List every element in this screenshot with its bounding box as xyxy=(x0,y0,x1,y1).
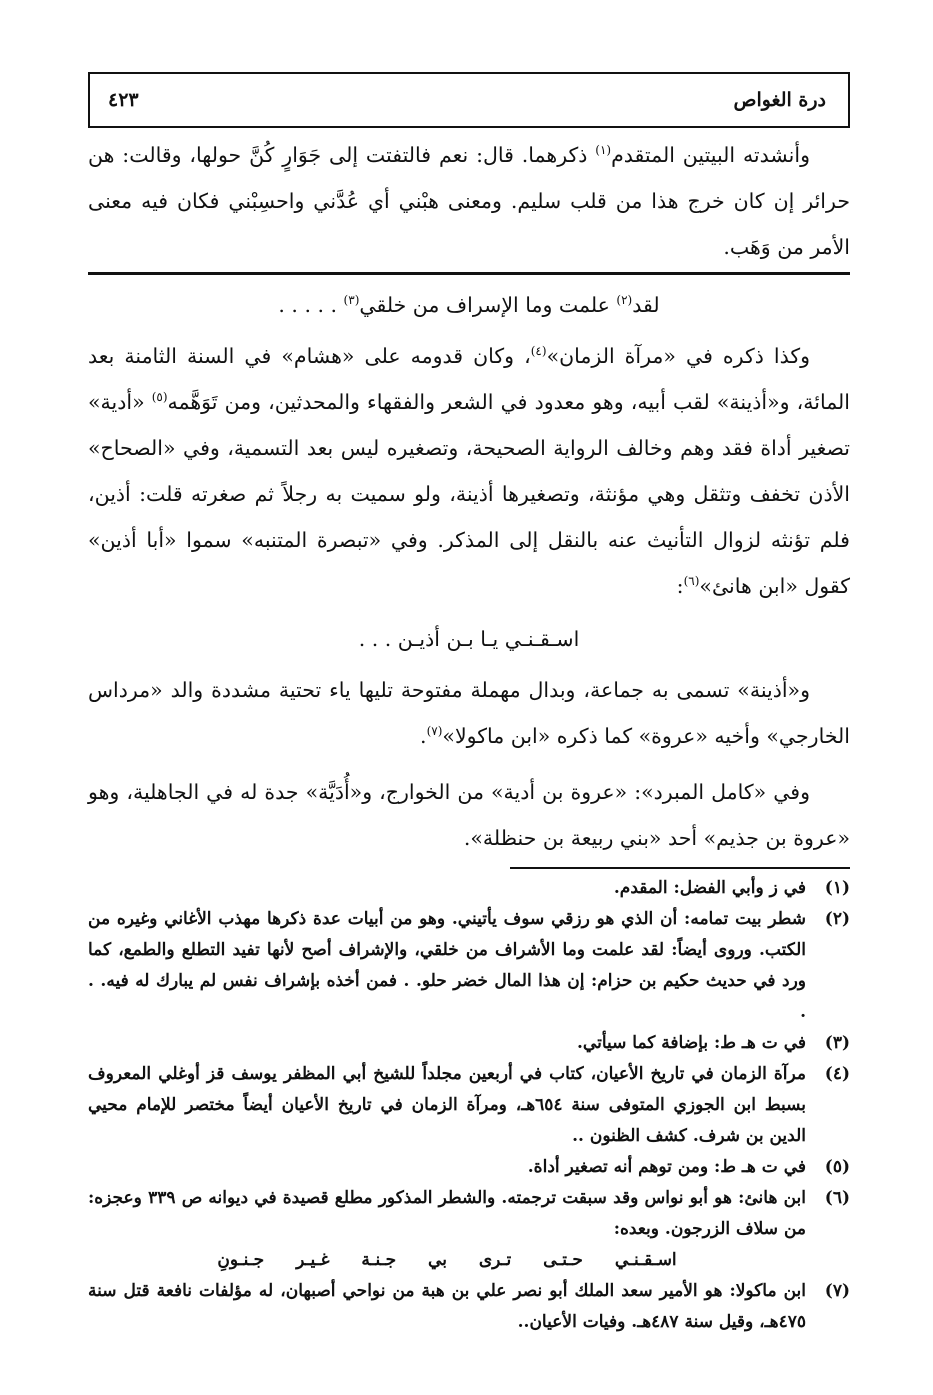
footnote-ref: (٦) xyxy=(683,574,700,589)
footnote-text: شطر بيت تمامه: أن الذي هو رزقي سوف يأتيني. وهو من أبيات عدة ذكرها مهذب الأغاني وغيره من الكتب. وروى أيضاً: لقد علمت وما الأشراف من خلقي، والإشراف أصح لأنها تفيد التطلع والطمع، كما ورد في حديث حكيم بن حزام: إن هذا المال خضر حلو. . فمن أخذه بإشراف نفس لم يبارك له فيه. . . xyxy=(88,909,806,1022)
text-run: ذكرهما. قال: نعم فالتفتت إلى جَوَارٍ كُنَّ حولها، وقالت: هن حرائر إن كان خرج هذا من قلب سليم. ومعنى هبْني أي عُدَّني واحسِبْني فكان فيه معنى الأمر من وَهَب. xyxy=(88,143,850,259)
footnote-ref: (٧) xyxy=(426,724,443,739)
footnote xyxy=(88,1152,850,1183)
footnote-ref: (١) xyxy=(595,143,612,158)
top-paragraph xyxy=(88,132,850,270)
footnote-text: مرآة الزمان في تاريخ الأعيان، كتاب في أربعين مجلداً للشيخ أبي المظفر يوسف قز أوغلي المعروف بسبط ابن الجوزي المتوفى سنة ٦٥٤هـ، ومرآة الزمان في تاريخ الأعيان أيضاً مختصر للإمام محيي الدين بن شرف. كشف الظنون .. xyxy=(88,1064,806,1146)
commentary-paragraph: وكذا ذكره في «مرآة الزمان»$^{(٤)}$، وكان قدومه على «هشام» في السنة الثامنة بعد المائة، و«أذينة» لقب أبيه، وهو معدود في الشعر والفقهاء والمحدثين، ومن تَوَهَّمه$^{(٥)}$ «أدية» تصغير أداة فقد وهم وخالف الرواية الصحيحة، وتصغيره ليس بعد التسمية، وفي «الصحاح» الأذن تخفف وتثقل وهي مؤنثة، وتصغيرها أذينة، ولو سميت به رجلاً ثم صغرته قلت: أذين، فلم تؤنثه لزوال التأنيث عنه بالنقل إلى المذكر. وفي «تبصرة المتنبه» سموا «أبا أذين» كقول «ابن هانئ»$^{(٦)}$: xyxy=(88,344,850,598)
footnote-number: (١) xyxy=(824,878,850,898)
footnote-number: (٤) xyxy=(824,1064,850,1084)
footnote-verse: اسـقـنـي حـتـى تـرى بي جـنـة غـيـر جـنـونِ xyxy=(217,1250,677,1270)
footnote-rule xyxy=(510,867,850,869)
footnote-number: (٦) xyxy=(824,1188,850,1208)
footnote-text: في ز وأبي الفضل: المقدم. xyxy=(613,878,806,898)
footnote xyxy=(88,1183,850,1245)
footnote-number: (٥) xyxy=(824,1157,850,1177)
footnote xyxy=(88,904,850,1028)
footnote xyxy=(88,1028,850,1059)
footnote xyxy=(88,1276,850,1338)
footnote-text: ابن هانئ: هو أبو نواس وقد سبقت ترجمته. والشطر المذكور مطلع قصيدة في ديوانه ص ٣٣٩ وعجزه: من سلاف الزرجون. وبعده: xyxy=(88,1188,807,1239)
footnote-number: (٧) xyxy=(824,1281,850,1301)
footnote-ref: (٥) xyxy=(151,390,168,405)
page-number: ٤٢٣ xyxy=(108,89,139,111)
main-text-block xyxy=(88,132,850,270)
footnote-ref: (٢) xyxy=(616,293,633,308)
footnote-number: (٢) xyxy=(824,909,850,929)
footnote-text: في ت هـ ط: بإضافة كما سيأتي. xyxy=(577,1033,806,1053)
footnote-text: في ت هـ ط: ومن توهم أنه تصغير أداة. xyxy=(527,1157,806,1177)
verse-line: اسـقـنـي يـا بـن أذيـن . . . xyxy=(358,627,580,651)
footnote xyxy=(88,873,850,904)
footnotes xyxy=(88,873,850,1338)
footnote-text: ابن ماكولا: هو الأمير سعد الملك أبو نصر علي بن هبة من نواحي أصبهان، له مؤلفات نافعة قتل سنة ٤٧٥هـ، وقيل سنة ٤٨٧هـ. وفيات الأعيان.. xyxy=(88,1281,806,1332)
running-header xyxy=(88,72,850,128)
footnote-ref: (٤) xyxy=(530,344,547,359)
header-title: درة الغواص xyxy=(733,89,826,111)
verse-line: لقد$^{(٢)}$ علمت وما الإسراف من خلقي$^{(٣)}$ . . . . . xyxy=(278,293,660,317)
book-page xyxy=(88,72,850,1338)
commentary-paragraph: وفي «كامل المبرد»: «عروة بن أدية» من الخوارج، و«أُدَيَّة» جدة له في الجاهلية، وهو «عروة بن جذيم» أحد «بني ربيعة بن حنظلة». xyxy=(88,780,850,850)
footnote-number: (٣) xyxy=(824,1033,850,1053)
footnote xyxy=(88,1059,850,1152)
text-run: وأنشدته البيتين المتقدم xyxy=(611,143,810,167)
commentary-paragraph: و«أذينة» تسمى به جماعة، وبدال مهملة مفتوحة تليها ياء تحتية مشددة والد «مرداس الخارجي» وأخيه «عروة» كما ذكره «ابن ماكولا»$^{(٧)}$. xyxy=(88,678,850,748)
separator-rule xyxy=(88,272,850,275)
footnote-ref: (٣) xyxy=(343,293,360,308)
